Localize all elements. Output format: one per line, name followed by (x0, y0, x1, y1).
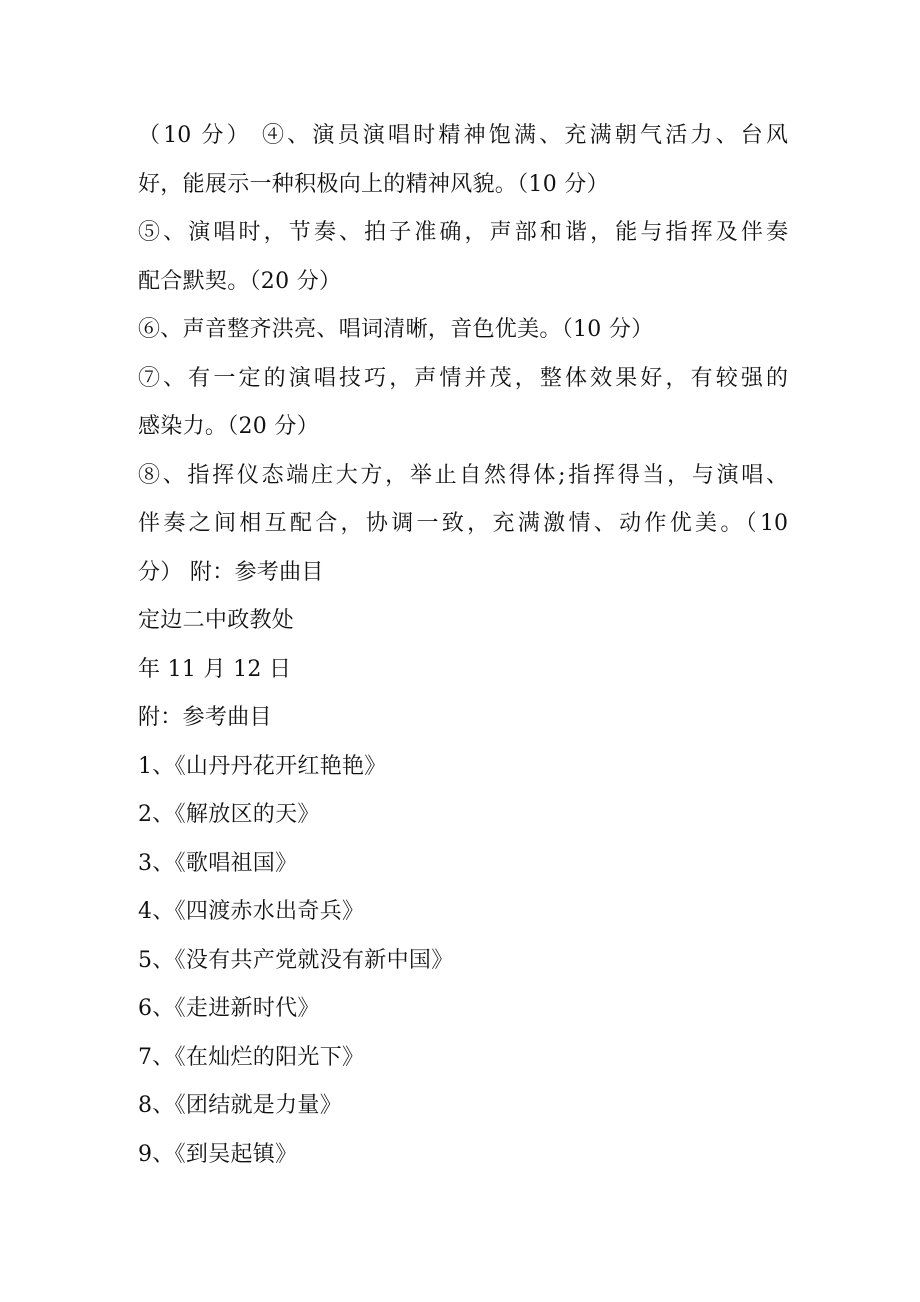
text-line: ⑧、指挥仪态端庄大方，举止自然得体;指挥得当，与演唱、 (138, 462, 788, 488)
song-list-item: 6、《走进新时代》 (138, 996, 320, 1021)
appendix-heading: 附：参考曲目 (138, 705, 272, 730)
text-line: ⑤、演唱时，节奏、拍子准确，声部和谐，能与指挥及伴奏 (138, 220, 788, 245)
text-line: 分） 附：参考曲目 (138, 559, 324, 585)
text-line: 伴奏之间相互配合，协调一致，充满激情、动作优美。（10 (138, 511, 788, 536)
text-line: 好，能展示一种积极向上的精神风貌。（10 分） (138, 171, 609, 197)
song-list-item: 9、《到吴起镇》 (138, 1141, 298, 1167)
song-list-item: 8、《团结就是力量》 (138, 1093, 342, 1118)
song-list-item: 1、《山丹丹花开红艳艳》 (138, 753, 387, 779)
document-body (138, 112, 788, 1179)
text-line: （10 分） ④、演员演唱时精神饱满、充满朝气活力、台风 (138, 123, 788, 148)
signature-organization: 定边二中政教处 (138, 608, 295, 633)
song-list-item: 4、《四渡赤水出奇兵》 (138, 899, 365, 924)
song-list-item: 2、《解放区的天》 (138, 802, 320, 827)
signature-date: 年 11 月 12 日 (138, 656, 292, 682)
song-list-item: 3、《歌唱祖国》 (138, 850, 298, 876)
text-line: 配合默契。（20 分） (138, 268, 342, 294)
song-list-item: 7、《在灿烂的阳光下》 (138, 1044, 365, 1070)
text-line: ⑥、声音整齐洪亮、唱词清晰，音色优美。（10 分） (138, 317, 654, 342)
text-line: ⑦、有一定的演唱技巧，声情并茂，整体效果好，有较强的 (138, 365, 788, 391)
text-line: 感染力。（20 分） (138, 414, 319, 439)
song-list-item: 5、《没有共产党就没有新中国》 (138, 947, 454, 973)
